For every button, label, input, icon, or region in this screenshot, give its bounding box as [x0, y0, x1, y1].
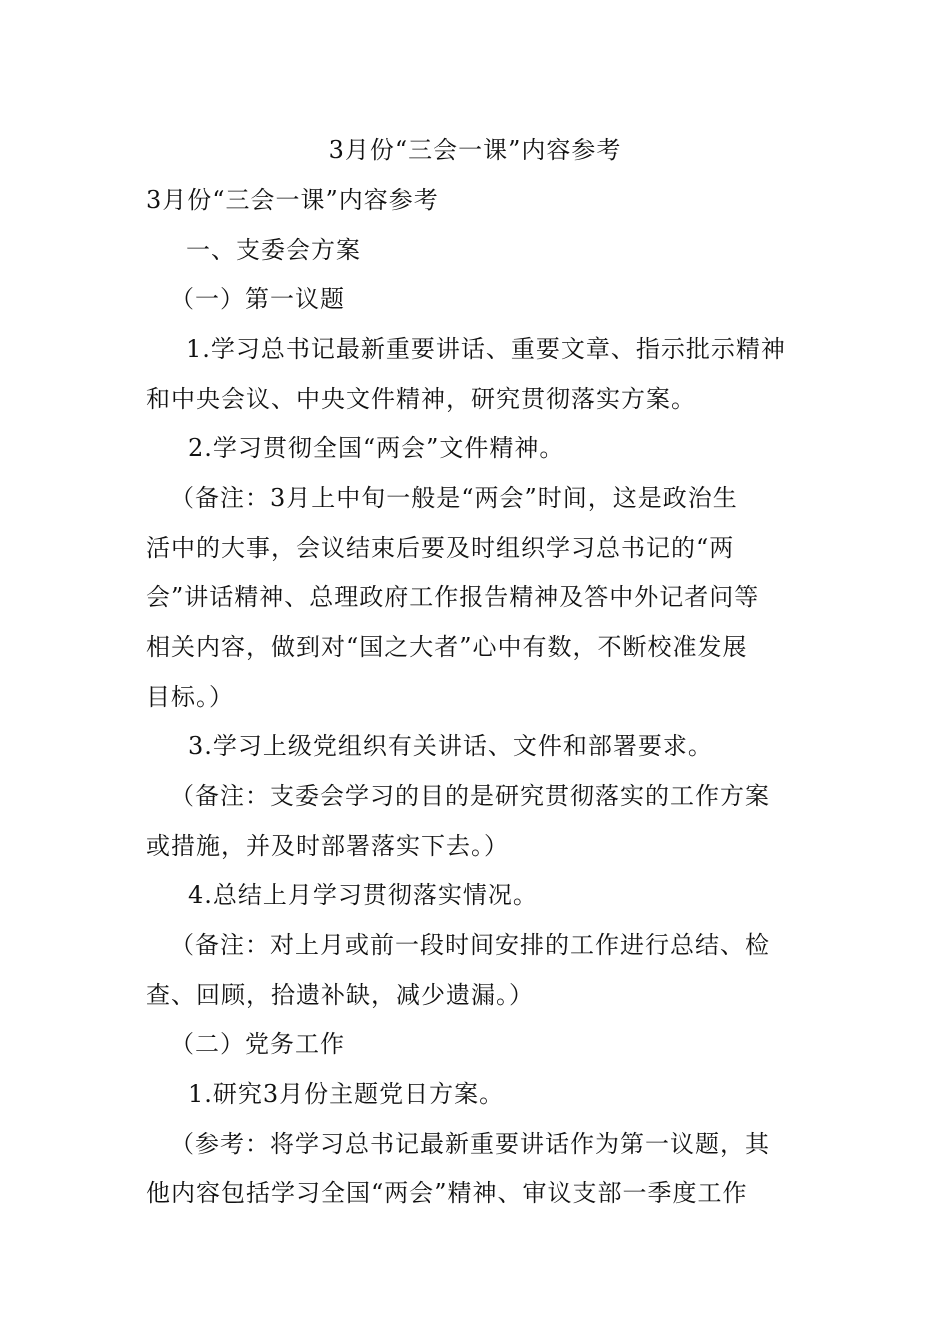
paragraph-line: 活中的大事，会议结束后要及时组织学习总书记的“两 — [146, 534, 735, 562]
paragraph-line: （参考：将学习总书记最新重要讲话作为第一议题，其 — [170, 1130, 770, 1158]
section-heading-1: 一、支委会方案 — [186, 236, 361, 264]
paragraph-line: （备注：对上月或前一段时间安排的工作进行总结、检 — [170, 931, 770, 959]
paragraph-line: 3.学习上级党组织有关讲话、文件和部署要求。 — [188, 732, 713, 760]
subsection-heading-1: （一）第一议题 — [170, 285, 345, 313]
document-title: 3月份“三会一课”内容参考 — [328, 136, 622, 164]
paragraph-line: 会”讲话精神、总理政府工作报告精神及答中外记者问等 — [146, 583, 760, 611]
paragraph-line: 目标。） — [146, 683, 234, 711]
paragraph-line: 2.学习贯彻全国“两会”文件精神。 — [188, 434, 565, 462]
paragraph-line: 1.研究3月份主题党日方案。 — [188, 1080, 505, 1108]
document-subtitle: 3月份“三会一课”内容参考 — [146, 186, 439, 214]
paragraph-line: 和中央会议、中央文件精神，研究贯彻落实方案。 — [146, 385, 696, 413]
paragraph-line: 他内容包括学习全国“两会”精神、审议支部一季度工作 — [146, 1179, 748, 1207]
paragraph-line: 相关内容，做到对“国之大者”心中有数，不断校准发展 — [146, 633, 748, 661]
paragraph-line: 1.学习总书记最新重要讲话、重要文章、指示批示精神 — [186, 335, 786, 363]
subsection-heading-2: （二）党务工作 — [170, 1030, 345, 1058]
paragraph-line: （备注：支委会学习的目的是研究贯彻落实的工作方案 — [170, 782, 770, 810]
paragraph-line: 查、回顾，拾遗补缺，减少遗漏。） — [146, 981, 534, 1009]
paragraph-line: 或措施，并及时部署落实下去。） — [146, 832, 509, 860]
paragraph-line: （备注：3月上中旬一般是“两会”时间，这是政治生 — [170, 484, 738, 512]
paragraph-line: 4.总结上月学习贯彻落实情况。 — [188, 881, 538, 909]
